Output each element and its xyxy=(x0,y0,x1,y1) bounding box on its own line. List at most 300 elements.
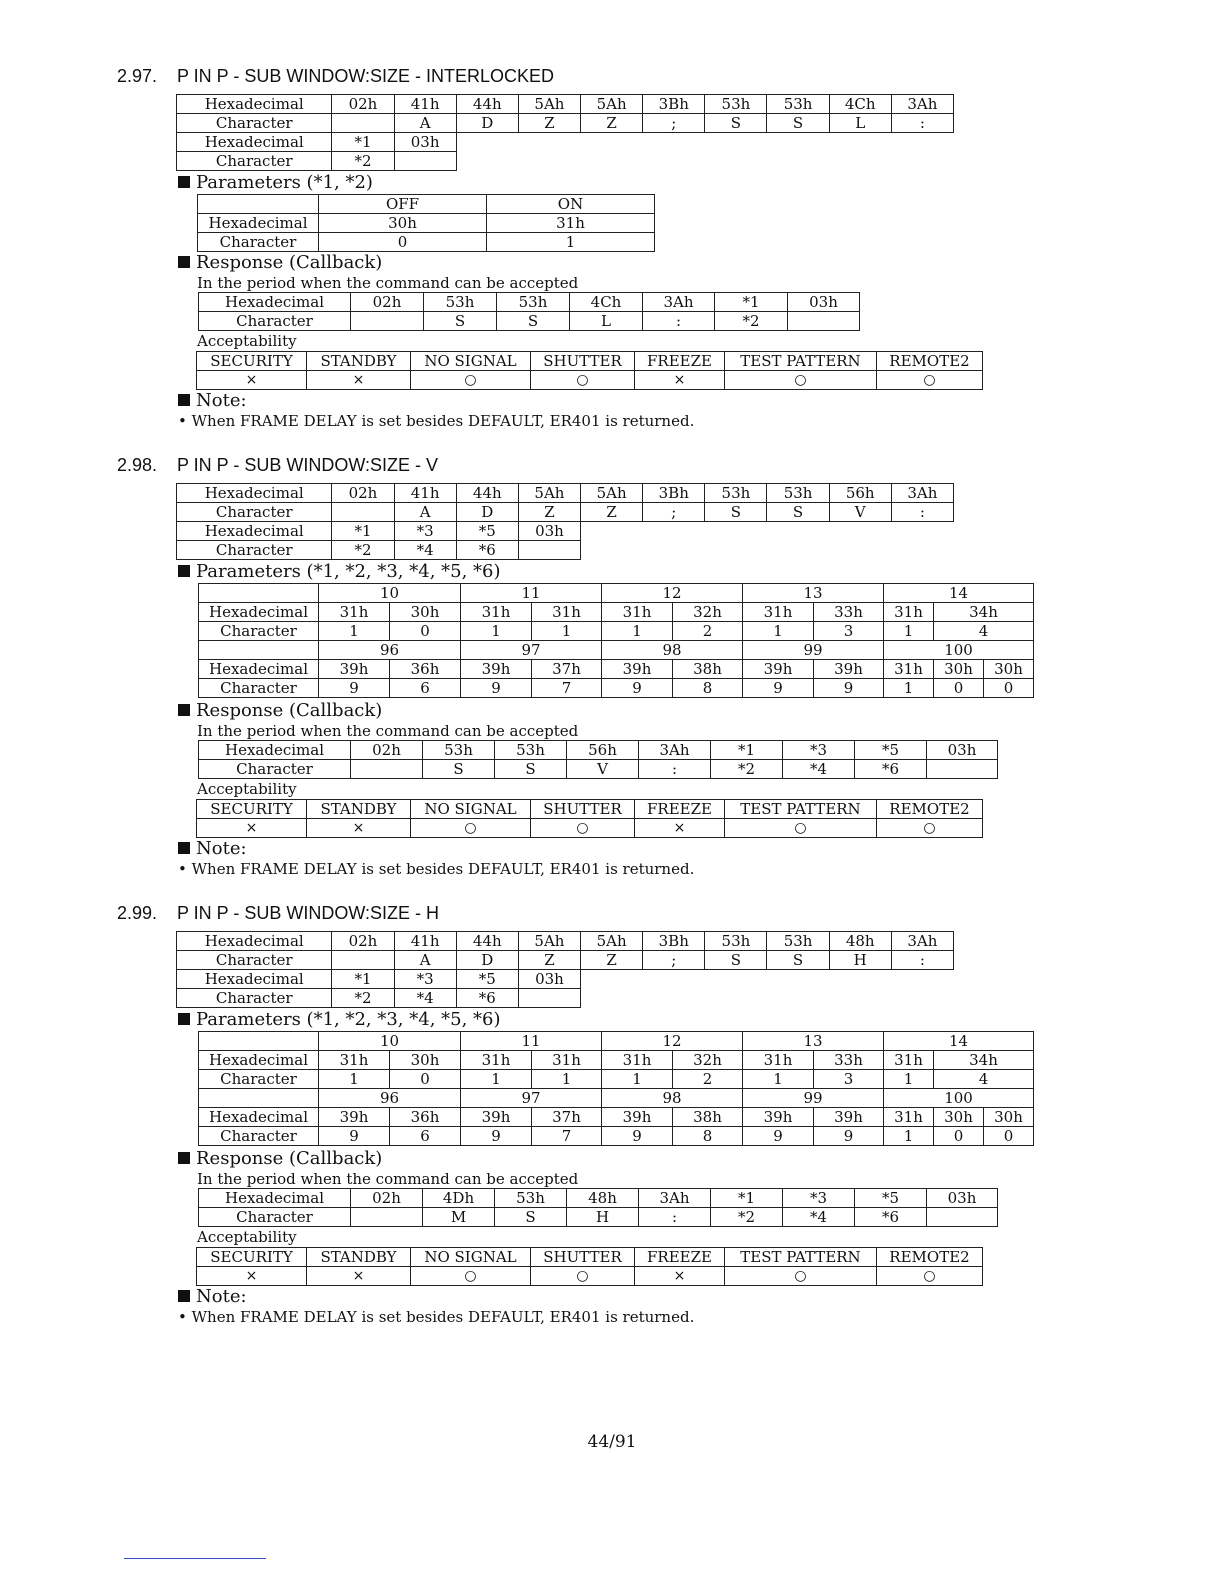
cell: 56h xyxy=(829,484,891,503)
cell: 9 xyxy=(743,679,814,698)
cell: 9 xyxy=(814,1127,884,1146)
cell: *4 xyxy=(394,541,456,560)
cell: 53h xyxy=(705,484,767,503)
parameters-label: Parameters (*1, *2) xyxy=(196,172,373,193)
cell: 5Ah xyxy=(581,484,643,503)
cell: 3Ah xyxy=(891,932,953,951)
section-title: P IN P - SUB WINDOW:SIZE - V xyxy=(177,455,439,475)
cell: 1 xyxy=(487,233,655,252)
acceptability-label: Acceptability xyxy=(197,1228,297,1246)
cell: 32h xyxy=(673,1051,743,1070)
row-label: Hexadecimal xyxy=(199,741,351,760)
cell: 02h xyxy=(332,95,394,114)
cell: 31h xyxy=(884,1051,934,1070)
cell: 9 xyxy=(461,1127,532,1146)
cell: 0 xyxy=(934,679,984,698)
row-label: Character xyxy=(177,541,332,560)
acceptability-label: Acceptability xyxy=(197,780,297,798)
cell xyxy=(927,760,998,779)
cell: 31h xyxy=(743,1051,814,1070)
cell: 44h xyxy=(456,95,518,114)
response-table xyxy=(198,1188,998,1227)
cell: 30h xyxy=(319,214,487,233)
cell: 3Bh xyxy=(643,484,705,503)
accept-header: NO SIGNAL xyxy=(411,352,531,371)
cell: 53h xyxy=(495,741,567,760)
accept-header: REMOTE2 xyxy=(877,1248,983,1267)
cell: *1 xyxy=(715,293,788,312)
row-label: Character xyxy=(199,312,351,331)
cell: *5 xyxy=(456,522,518,541)
cell: 03h xyxy=(927,1189,998,1208)
row-label: Character xyxy=(199,622,319,641)
section-number: 2.99. xyxy=(117,903,158,923)
corner-cell xyxy=(198,195,319,214)
cell xyxy=(518,541,580,560)
accept-header: STANDBY xyxy=(307,1248,411,1267)
row-label: Character xyxy=(177,503,332,522)
param-header: 13 xyxy=(743,1032,884,1051)
cell: : xyxy=(643,312,715,331)
row-label: Hexadecimal xyxy=(199,1189,351,1208)
section-title: P IN P - SUB WINDOW:SIZE - INTERLOCKED xyxy=(177,66,555,86)
cell: *1 xyxy=(332,970,394,989)
cell: L xyxy=(570,312,643,331)
cell: : xyxy=(639,760,711,779)
cell: 31h xyxy=(532,603,602,622)
cell: 53h xyxy=(705,95,767,114)
acceptability-value-row xyxy=(197,1267,983,1286)
cell: 1 xyxy=(532,1070,602,1089)
cell: 9 xyxy=(461,679,532,698)
cell xyxy=(394,152,456,171)
cell: 53h xyxy=(423,741,495,760)
accept-header: STANDBY xyxy=(307,352,411,371)
cell: 31h xyxy=(487,214,655,233)
cell: : xyxy=(891,114,953,133)
response-label: Response (Callback) xyxy=(196,1148,383,1169)
cell: 30h xyxy=(390,1051,461,1070)
accept-mark: × xyxy=(635,1267,725,1286)
cell: 3Ah xyxy=(639,1189,711,1208)
period-text: In the period when the command can be accepted xyxy=(197,722,579,740)
accept-header: FREEZE xyxy=(635,800,725,819)
param-header: 11 xyxy=(461,584,602,603)
note-text: • When FRAME DELAY is set besides DEFAULT, ER401 is returned. xyxy=(178,412,695,430)
row-label: Character xyxy=(177,951,332,970)
command-hex-row-2 xyxy=(177,522,954,541)
cell: *6 xyxy=(855,1208,927,1227)
acceptability-label: Acceptability xyxy=(197,332,297,350)
cell: 30h xyxy=(934,660,984,679)
size-hex-row-1 xyxy=(199,1051,1034,1070)
cell: 9 xyxy=(602,679,673,698)
cell: 56h xyxy=(567,741,639,760)
cell: 1 xyxy=(884,1127,934,1146)
cell: 31h xyxy=(532,1051,602,1070)
acceptability-table xyxy=(196,351,983,390)
response-label: Response (Callback) xyxy=(196,252,383,273)
period-text: In the period when the command can be accepted xyxy=(197,1170,579,1188)
cell: S xyxy=(423,760,495,779)
accept-header: STANDBY xyxy=(307,800,411,819)
cell: 6 xyxy=(390,1127,461,1146)
accept-mark: ○ xyxy=(725,371,877,390)
command-hex-row xyxy=(177,932,954,951)
cell xyxy=(351,312,424,331)
cell: 7 xyxy=(532,1127,602,1146)
accept-header: TEST PATTERN xyxy=(725,800,877,819)
footnote-rule xyxy=(124,1558,266,1559)
size-header-row-2 xyxy=(199,641,1034,660)
cell: *6 xyxy=(855,760,927,779)
response-hex-row xyxy=(199,293,860,312)
cell: A xyxy=(394,951,456,970)
response-label: Response (Callback) xyxy=(196,700,383,721)
cell: 30h xyxy=(984,1108,1034,1127)
period-text: In the period when the command can be accepted xyxy=(197,274,579,292)
accept-header: SHUTTER xyxy=(531,352,635,371)
bullet-square-icon xyxy=(178,704,190,716)
cell: 31h xyxy=(461,603,532,622)
cell: 53h xyxy=(705,932,767,951)
cell: ; xyxy=(643,114,705,133)
cell: Z xyxy=(581,114,643,133)
cell: 31h xyxy=(319,603,390,622)
cell: A xyxy=(394,503,456,522)
acceptability-header-row xyxy=(197,1248,983,1267)
cell: 8 xyxy=(673,1127,743,1146)
row-label: Hexadecimal xyxy=(199,293,351,312)
bullet-square-icon xyxy=(178,1290,190,1302)
row-label: Character xyxy=(177,989,332,1008)
parameters-label: Parameters (*1, *2, *3, *4, *5, *6) xyxy=(196,1009,501,1030)
accept-mark: ○ xyxy=(411,1267,531,1286)
param-header: 96 xyxy=(319,641,461,660)
cell: 4Ch xyxy=(570,293,643,312)
accept-header: REMOTE2 xyxy=(877,352,983,371)
cell: 03h xyxy=(518,522,580,541)
cell: 44h xyxy=(456,932,518,951)
cell: 0 xyxy=(390,622,461,641)
cell: 30h xyxy=(390,603,461,622)
cell: *4 xyxy=(783,760,855,779)
bullet-square-icon xyxy=(178,842,190,854)
accept-mark: ○ xyxy=(877,819,983,838)
cell: *5 xyxy=(855,1189,927,1208)
row-label: Hexadecimal xyxy=(177,484,332,503)
cell: *3 xyxy=(394,522,456,541)
cell: 48h xyxy=(829,932,891,951)
command-char-row-2 xyxy=(177,152,954,171)
note-label: Note: xyxy=(196,1286,247,1307)
param-header: 98 xyxy=(602,1089,743,1108)
cell: S xyxy=(497,312,570,331)
bullet-square-icon xyxy=(178,176,190,188)
cell: 38h xyxy=(673,1108,743,1127)
param-header: 12 xyxy=(602,1032,743,1051)
cell: H xyxy=(829,951,891,970)
command-char-row xyxy=(177,951,954,970)
response-heading xyxy=(178,253,382,273)
cell: 36h xyxy=(390,1108,461,1127)
accept-mark: × xyxy=(307,371,411,390)
cell: H xyxy=(567,1208,639,1227)
row-label: Hexadecimal xyxy=(199,603,319,622)
section-title: P IN P - SUB WINDOW:SIZE - H xyxy=(177,903,440,923)
bullet-square-icon xyxy=(178,256,190,268)
cell: *4 xyxy=(394,989,456,1008)
cell: Z xyxy=(518,114,580,133)
response-heading xyxy=(178,701,382,721)
size-char-row-2 xyxy=(199,679,1034,698)
size-header-row-1 xyxy=(199,584,1034,603)
cell: 02h xyxy=(332,932,394,951)
cell: *1 xyxy=(711,1189,783,1208)
cell: 9 xyxy=(319,679,390,698)
cell: 53h xyxy=(424,293,497,312)
cell: 39h xyxy=(461,1108,532,1127)
cell: 9 xyxy=(814,679,884,698)
cell: 33h xyxy=(814,1051,884,1070)
size-char-row-1 xyxy=(199,622,1034,641)
corner-cell xyxy=(199,641,319,660)
param-header: 100 xyxy=(884,641,1034,660)
cell: Z xyxy=(581,503,643,522)
cell: 1 xyxy=(461,622,532,641)
cell: ; xyxy=(643,951,705,970)
command-char-row-2 xyxy=(177,541,954,560)
param-header: OFF xyxy=(319,195,487,214)
response-table xyxy=(198,740,998,779)
cell: 31h xyxy=(884,603,934,622)
cell: 39h xyxy=(602,1108,673,1127)
cell: 3Ah xyxy=(639,741,711,760)
cell: 4 xyxy=(934,1070,1034,1089)
parameters-heading xyxy=(178,562,501,582)
cell: 1 xyxy=(602,622,673,641)
accept-mark: × xyxy=(197,819,307,838)
size-header-row-2 xyxy=(199,1089,1034,1108)
row-label: Hexadecimal xyxy=(177,932,332,951)
cell: 4 xyxy=(934,622,1034,641)
cell: 44h xyxy=(456,484,518,503)
cell: D xyxy=(456,114,518,133)
cell: 0 xyxy=(390,1070,461,1089)
accept-mark: × xyxy=(197,1267,307,1286)
cell: 0 xyxy=(984,1127,1034,1146)
accept-mark: ○ xyxy=(725,819,877,838)
cell: *5 xyxy=(456,970,518,989)
size-hex-row-2 xyxy=(199,1108,1034,1127)
cell: S xyxy=(767,951,829,970)
cell: 3Bh xyxy=(643,932,705,951)
command-char-row xyxy=(177,114,954,133)
cell: 53h xyxy=(767,95,829,114)
acceptability-value-row xyxy=(197,371,983,390)
cell: 34h xyxy=(934,603,1034,622)
cell: 31h xyxy=(602,1051,673,1070)
row-label: Character xyxy=(198,233,319,252)
size-hex-row-2 xyxy=(199,660,1034,679)
row-label: Character xyxy=(177,152,332,171)
cell: Z xyxy=(518,951,580,970)
cell: Z xyxy=(518,503,580,522)
note-heading xyxy=(178,1287,247,1307)
row-label: Hexadecimal xyxy=(177,970,332,989)
cell: 53h xyxy=(497,293,570,312)
accept-mark: ○ xyxy=(725,1267,877,1286)
cell: 1 xyxy=(743,622,814,641)
note-label: Note: xyxy=(196,838,247,859)
row-label: Character xyxy=(199,760,351,779)
command-hex-row xyxy=(177,484,954,503)
cell: 39h xyxy=(319,660,390,679)
cell: *2 xyxy=(332,152,394,171)
size-hex-row-1 xyxy=(199,603,1034,622)
param-header: 11 xyxy=(461,1032,602,1051)
command-table xyxy=(176,931,954,1008)
cell: 1 xyxy=(461,1070,532,1089)
command-table xyxy=(176,483,954,560)
cell: 7 xyxy=(532,679,602,698)
row-label: Hexadecimal xyxy=(177,522,332,541)
cell: 1 xyxy=(319,1070,390,1089)
note-heading xyxy=(178,391,247,411)
cell: : xyxy=(639,1208,711,1227)
cell: 1 xyxy=(319,622,390,641)
accept-mark: × xyxy=(635,371,725,390)
accept-header: NO SIGNAL xyxy=(411,1248,531,1267)
parameters-table xyxy=(197,194,655,252)
cell: : xyxy=(891,503,953,522)
cell: 53h xyxy=(767,932,829,951)
cell: S xyxy=(705,114,767,133)
row-label: Character xyxy=(199,679,319,698)
cell: *1 xyxy=(711,741,783,760)
param-header: 98 xyxy=(602,641,743,660)
cell: *2 xyxy=(711,1208,783,1227)
section-heading xyxy=(117,455,438,476)
cell: 5Ah xyxy=(518,932,580,951)
cell: S xyxy=(495,760,567,779)
cell: 3 xyxy=(814,1070,884,1089)
cell: 0 xyxy=(319,233,487,252)
cell: Z xyxy=(581,951,643,970)
response-hex-row xyxy=(199,741,998,760)
cell: ; xyxy=(643,503,705,522)
cell: 31h xyxy=(884,1108,934,1127)
note-text: • When FRAME DELAY is set besides DEFAULT, ER401 is returned. xyxy=(178,1308,695,1326)
accept-mark: × xyxy=(197,371,307,390)
cell: 2 xyxy=(673,1070,743,1089)
accept-mark: ○ xyxy=(531,1267,635,1286)
param-header: 99 xyxy=(743,1089,884,1108)
command-hex-row-2 xyxy=(177,970,954,989)
cell: *6 xyxy=(456,541,518,560)
param-header: 10 xyxy=(319,1032,461,1051)
command-char-row-2 xyxy=(177,989,954,1008)
cell: S xyxy=(767,114,829,133)
cell xyxy=(351,1208,423,1227)
row-label: Hexadecimal xyxy=(199,1108,319,1127)
cell: 4Ch xyxy=(829,95,891,114)
accept-header: SHUTTER xyxy=(531,1248,635,1267)
accept-header: SECURITY xyxy=(197,352,307,371)
accept-mark: ○ xyxy=(531,371,635,390)
accept-mark: × xyxy=(307,819,411,838)
cell: D xyxy=(456,503,518,522)
param-hex-row xyxy=(198,214,655,233)
param-header-row xyxy=(198,195,655,214)
bullet-square-icon xyxy=(178,1152,190,1164)
param-header: 96 xyxy=(319,1089,461,1108)
command-table xyxy=(176,94,954,171)
accept-header: TEST PATTERN xyxy=(725,352,877,371)
cell: V xyxy=(829,503,891,522)
acceptability-value-row xyxy=(197,819,983,838)
cell: 38h xyxy=(673,660,743,679)
param-header: 97 xyxy=(461,1089,602,1108)
param-header: 99 xyxy=(743,641,884,660)
bullet-square-icon xyxy=(178,1013,190,1025)
cell: 6 xyxy=(390,679,461,698)
param-header: 100 xyxy=(884,1089,1034,1108)
accept-header: FREEZE xyxy=(635,352,725,371)
cell: 36h xyxy=(390,660,461,679)
acceptability-header-row xyxy=(197,800,983,819)
parameters-label: Parameters (*1, *2, *3, *4, *5, *6) xyxy=(196,561,501,582)
size-header-row-1 xyxy=(199,1032,1034,1051)
cell: 5Ah xyxy=(518,484,580,503)
cell: 9 xyxy=(602,1127,673,1146)
note-text: • When FRAME DELAY is set besides DEFAULT, ER401 is returned. xyxy=(178,860,695,878)
cell: 5Ah xyxy=(518,95,580,114)
cell: 5Ah xyxy=(581,95,643,114)
cell: 39h xyxy=(461,660,532,679)
cell: S xyxy=(705,951,767,970)
cell: 39h xyxy=(602,660,673,679)
cell: 5Ah xyxy=(581,932,643,951)
accept-header: FREEZE xyxy=(635,1248,725,1267)
size-parameters-table xyxy=(198,1031,1034,1146)
cell: 02h xyxy=(332,484,394,503)
cell: 3Bh xyxy=(643,95,705,114)
cell: 03h xyxy=(788,293,860,312)
cell: 41h xyxy=(394,484,456,503)
cell: 31h xyxy=(884,660,934,679)
parameters-heading xyxy=(178,173,373,193)
cell: 31h xyxy=(602,603,673,622)
cell: 03h xyxy=(518,970,580,989)
cell xyxy=(788,312,860,331)
cell: 8 xyxy=(673,679,743,698)
acceptability-table xyxy=(196,799,983,838)
cell: 39h xyxy=(743,660,814,679)
accept-header: SHUTTER xyxy=(531,800,635,819)
cell: 39h xyxy=(319,1108,390,1127)
cell: *1 xyxy=(332,522,394,541)
cell: *1 xyxy=(332,133,394,152)
cell: 39h xyxy=(743,1108,814,1127)
row-label: Hexadecimal xyxy=(177,95,332,114)
cell: 3Ah xyxy=(891,484,953,503)
section-number: 2.98. xyxy=(117,455,158,475)
cell: *2 xyxy=(715,312,788,331)
response-heading xyxy=(178,1149,382,1169)
accept-mark: ○ xyxy=(531,819,635,838)
response-hex-row xyxy=(199,1189,998,1208)
